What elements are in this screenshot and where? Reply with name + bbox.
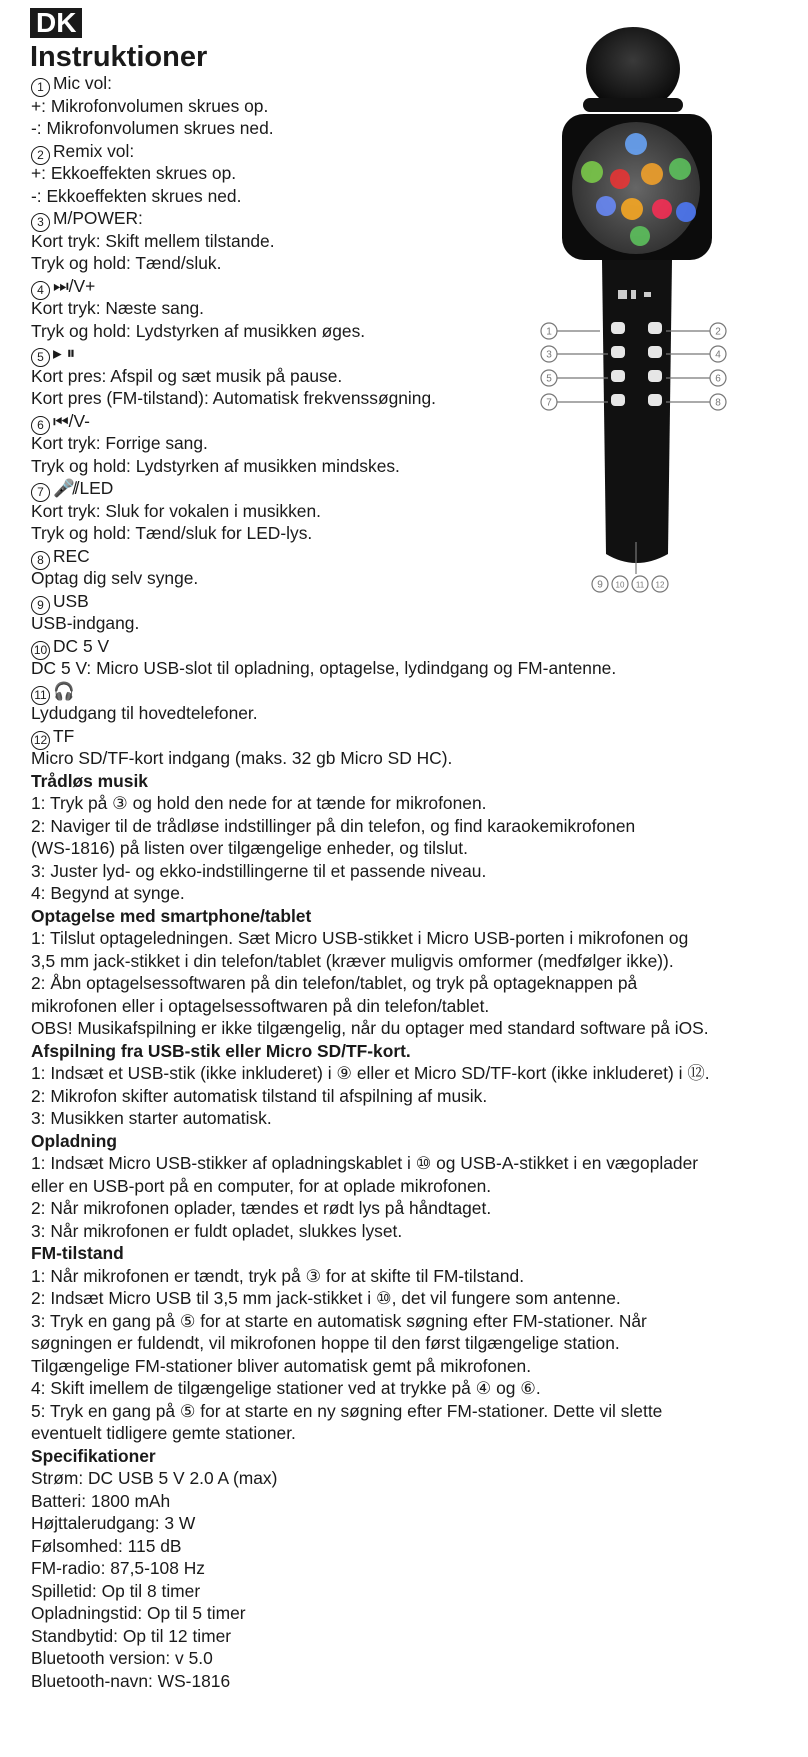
specs-line: Bluetooth-navn: WS-1816 bbox=[31, 1670, 231, 1691]
callout-3 bbox=[541, 346, 557, 362]
specs-heading: Specifikationer bbox=[31, 1445, 156, 1466]
control-description: Tryk og hold: Tænd/sluk for LED-lys. bbox=[31, 523, 313, 543]
charging-line: 1: Indsæt Micro USB-stikker af opladningskablet i ⑩ og USB-A-stikket i en vægoplader bbox=[31, 1153, 699, 1173]
playback-line: 2: Mikrofon skifter automatisk tilstand til afspilning af musik. bbox=[31, 1085, 488, 1106]
page-title: Instruktioner bbox=[30, 41, 208, 73]
wireless-line: (WS-1816) på listen over tilgængelige enheder, og tilslut. bbox=[31, 838, 468, 858]
control-label: REC bbox=[53, 545, 90, 566]
microphone-figure bbox=[540, 24, 730, 604]
mic-ring bbox=[583, 98, 683, 112]
wireless-heading: Trådløs musik bbox=[31, 770, 148, 791]
wireless-line: 3: Juster lyd- og ekko-indstillingerne til et passende niveau. bbox=[31, 860, 487, 881]
fm-line: Tilgængelige FM-stationer bliver automatisk gemt på mikrofonen. bbox=[31, 1355, 532, 1376]
control-description: Kort tryk: Forrige sang. bbox=[31, 433, 208, 453]
specs-line: Højttalerudgang: 3 W bbox=[31, 1513, 196, 1533]
control-description: Kort pres (FM-tilstand): Automatisk frekvenssøgning. bbox=[31, 388, 436, 408]
control-heading bbox=[31, 725, 791, 748]
specs-line: FM-radio: 87,5-108 Hz bbox=[31, 1558, 205, 1578]
svg-text:9: 9 bbox=[597, 579, 603, 591]
specs-line: Batteri: 1800 mAh bbox=[31, 1490, 171, 1511]
control-number: 3 bbox=[31, 213, 50, 232]
svg-text:8: 8 bbox=[715, 397, 721, 409]
callout-4 bbox=[710, 346, 726, 362]
control-label: TF bbox=[53, 725, 75, 746]
callout-1 bbox=[541, 323, 557, 339]
control-description: Tryk og hold: Lydstyrken af musikken mindskes. bbox=[31, 455, 400, 476]
control-description: Lydudgang til hovedtelefoner. bbox=[31, 703, 258, 723]
callout-2 bbox=[710, 323, 726, 339]
fm-heading: FM-tilstand bbox=[31, 1243, 124, 1263]
fm-line: 2: Indsæt Micro USB til 3,5 mm jack-stikket i ⑩, det vil fungere som antenne. bbox=[31, 1288, 621, 1308]
recording-line: 2: Åbn optagelsessoftwaren på din telefon/tablet, og tryk på optageknappen på bbox=[31, 973, 638, 993]
recording-heading: Optagelse med smartphone/tablet bbox=[31, 905, 312, 926]
svg-text:10: 10 bbox=[615, 580, 625, 590]
wireless-line: 2: Naviger til de trådløse indstillinger på din telefon, og find karaokemikrofonen bbox=[31, 815, 636, 836]
svg-text:3: 3 bbox=[546, 349, 552, 361]
control-number: 7 bbox=[31, 483, 50, 502]
playback-line: 3: Musikken starter automatisk. bbox=[31, 1108, 272, 1128]
control-description: Micro SD/TF-kort indgang (maks. 32 gb Micro SD HC). bbox=[31, 748, 453, 768]
control-description: Kort pres: Afspil og sæt musik på pause. bbox=[31, 365, 343, 386]
specs-line: Strøm: DC USB 5 V 2.0 A (max) bbox=[31, 1468, 278, 1488]
control-description: Kort tryk: Sluk for vokalen i musikken. bbox=[31, 500, 321, 521]
mic-handle bbox=[602, 260, 672, 563]
control-label: ▸ ⏸ bbox=[53, 343, 76, 363]
callout-9 bbox=[592, 576, 608, 592]
playback-line: 1: Indsæt et USB-stik (ikke inkluderet) i ⑨ eller et Micro SD/TF-kort (ikke inkluderet) i ⑫. bbox=[31, 1063, 710, 1083]
svg-text:12: 12 bbox=[655, 580, 665, 590]
control-description: Tryk og hold: Lydstyrken af musikken øges. bbox=[31, 320, 366, 341]
specs-line: Følsomhed: 115 dB bbox=[31, 1535, 182, 1556]
specs-line: Spilletid: Op til 8 timer bbox=[31, 1580, 201, 1601]
callout-11 bbox=[632, 576, 648, 592]
control-label: Remix vol: bbox=[53, 140, 135, 161]
control-description: -: Mikrofonvolumen skrues ned. bbox=[31, 118, 274, 138]
charging-line: eller en USB-port på en computer, for at oplade mikrofonen. bbox=[31, 1175, 492, 1196]
fm-line: 5: Tryk en gang på ⑤ for at starte en ny søgning efter FM-stationer. Dette vil slette bbox=[31, 1400, 663, 1421]
callout-8 bbox=[710, 394, 726, 410]
control-description: -: Ekkoeffekten skrues ned. bbox=[31, 185, 242, 206]
control-description: Kort tryk: Skift mellem tilstande. bbox=[31, 230, 275, 251]
control-number: 9 bbox=[31, 596, 50, 615]
specs-line: Standbytid: Op til 12 timer bbox=[31, 1625, 232, 1646]
control-description: USB-indgang. bbox=[31, 613, 140, 633]
wireless-line: 4: Begynd at synge. bbox=[31, 883, 185, 903]
callout-7 bbox=[541, 394, 557, 410]
sections bbox=[31, 770, 791, 1693]
control-label: 🎤̸/LED bbox=[53, 478, 114, 498]
control-label: 🎧 bbox=[53, 680, 75, 701]
control-label: DC 5 V bbox=[53, 635, 110, 656]
callout-10 bbox=[612, 576, 628, 592]
control-label: ⏮/V- bbox=[53, 410, 90, 431]
svg-text:4: 4 bbox=[715, 349, 721, 361]
callout-5 bbox=[541, 370, 557, 386]
wireless-line: 1: Tryk på ③ og hold den nede for at tænde for mikrofonen. bbox=[31, 793, 487, 813]
control-description: Kort tryk: Næste sang. bbox=[31, 298, 204, 318]
specs-line: Bluetooth version: v 5.0 bbox=[31, 1648, 213, 1668]
control-number: 6 bbox=[31, 416, 50, 435]
control-number: 5 bbox=[31, 348, 50, 367]
control-number: 1 bbox=[31, 78, 50, 97]
control-description: +: Mikrofonvolumen skrues op. bbox=[31, 95, 269, 116]
control-heading bbox=[31, 680, 791, 703]
fm-line: eventuelt tidligere gemte stationer. bbox=[31, 1423, 296, 1443]
fm-line: 3: Tryk en gang på ⑤ for at starte en automatisk søgning efter FM-stationer. Når bbox=[31, 1310, 647, 1331]
svg-text:5: 5 bbox=[546, 373, 552, 385]
recording-line: 3,5 mm jack-stikket i din telefon/tablet (kræver muligvis omformer (medfølger ikke)). bbox=[31, 950, 674, 971]
playback-heading: Afspilning fra USB-stik eller Micro SD/TF-kort. bbox=[31, 1040, 411, 1061]
svg-text:1: 1 bbox=[546, 326, 552, 338]
fm-line: 1: Når mikrofonen er tændt, tryk på ③ for at skifte til FM-tilstand. bbox=[31, 1265, 525, 1286]
control-number: 8 bbox=[31, 551, 50, 570]
callout-12 bbox=[652, 576, 668, 592]
svg-text:11: 11 bbox=[635, 580, 645, 590]
fm-line: 4: Skift imellem de tilgængelige stationer ved at trykke på ④ og ⑥. bbox=[31, 1378, 541, 1398]
control-heading bbox=[31, 635, 791, 658]
control-description: Tryk og hold: Tænd/sluk. bbox=[31, 253, 222, 273]
charging-line: 2: Når mikrofonen oplader, tændes et rødt lys på håndtaget. bbox=[31, 1198, 492, 1218]
control-label: Mic vol: bbox=[53, 73, 112, 93]
svg-text:6: 6 bbox=[715, 373, 721, 385]
control-description: Optag dig selv synge. bbox=[31, 568, 199, 588]
control-number: 4 bbox=[31, 281, 50, 300]
control-description: DC 5 V: Micro USB-slot til opladning, optagelse, lydindgang og FM-antenne. bbox=[31, 658, 617, 678]
recording-line: OBS! Musikafspilning er ikke tilgængelig, når du optager med standard software på iOS. bbox=[31, 1018, 709, 1038]
charging-line: 3: Når mikrofonen er fuldt opladet, slukkes lyset. bbox=[31, 1220, 403, 1241]
control-number: 11 bbox=[31, 686, 50, 705]
recording-line: mikrofonen eller i optagelsessoftwaren på din telefon/tablet. bbox=[31, 995, 490, 1016]
control-number: 10 bbox=[31, 641, 50, 660]
svg-text:2: 2 bbox=[715, 326, 721, 338]
recording-line: 1: Tilslut optageledningen. Sæt Micro USB-stikket i Micro USB-porten i mikrofonen og bbox=[31, 928, 689, 948]
control-label: ⏭/V+ bbox=[53, 275, 96, 296]
control-label: M/POWER: bbox=[53, 208, 143, 228]
control-number: 2 bbox=[31, 146, 50, 165]
svg-text:7: 7 bbox=[546, 397, 552, 409]
control-number: 12 bbox=[31, 731, 50, 750]
control-description: +: Ekkoeffekten skrues op. bbox=[31, 163, 237, 183]
charging-heading: Opladning bbox=[31, 1130, 117, 1151]
specs-line: Opladningstid: Op til 5 timer bbox=[31, 1603, 246, 1623]
control-label: USB bbox=[53, 590, 89, 611]
language-badge: DK bbox=[30, 8, 82, 38]
fm-line: søgningen er fuldendt, vil mikrofonen hoppe til den først tilgængelige station. bbox=[31, 1333, 620, 1353]
callout-6 bbox=[710, 370, 726, 386]
